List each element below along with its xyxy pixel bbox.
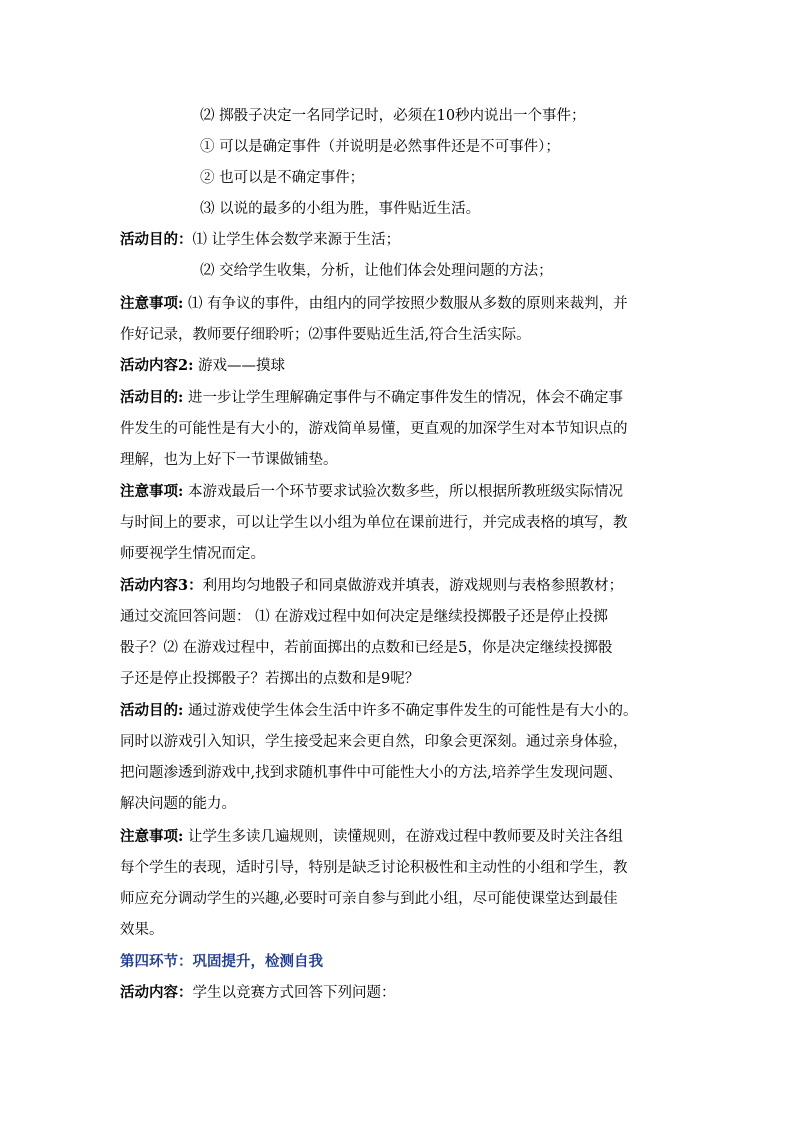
note-heading: 注意事项: 本游戏最后一个环节要求试验次数多些，所以根据所教班级实际情况 <box>120 483 623 500</box>
paragraph-line: ② 也可以是不确定事件； <box>200 170 365 186</box>
activity-content-heading: 活动内容2: 游戏——摸球 <box>120 357 286 374</box>
paragraph-line: 师要视学生情况而定。 <box>120 546 265 562</box>
paragraph-line: 师应充分调动学生的兴趣,必要时可亲自参与到此小组，尽可能使课堂达到最佳 <box>120 891 618 907</box>
section-heading: 第四环节：巩固提升，检测自我 <box>120 953 323 970</box>
paragraph-line: 同时以游戏引入知识，学生接受起来会更自然，印象会更深刻。通过亲身体验， <box>120 734 628 750</box>
paragraph-line: 通过交流回答问题： ⑴ 在游戏过程中如何决定是继续投掷骰子还是停止投掷 <box>120 609 608 625</box>
paragraph-line: 每个学生的表现，适时引导，特别是缺乏讨论积极性和主动性的小组和学生，教 <box>120 860 628 876</box>
paragraph-line: 件发生的可能性是有大小的，游戏简单易懂，更直观的加深学生对本节知识点的 <box>120 421 628 437</box>
note-heading: 注意事项: 让学生多读几遍规则，读懂规则，在游戏过程中教师要及时关注各组 <box>120 828 623 845</box>
activity-goal-heading: 活动目的: 进一步让学生理解确定事件与不确定事件发生的情况，体会不确定事 <box>120 389 623 406</box>
paragraph-line: 与时间上的要求，可以让学生以小组为单位在课前进行，并完成表格的填写，教 <box>120 515 628 531</box>
activity-content-heading: 活动内容：学生以竞赛方式回答下列问题： <box>120 984 396 1001</box>
paragraph-line: ⑵ 交给学生收集，分析，让他们体会处理问题的方法； <box>200 263 553 279</box>
note-heading: 注意事项: ⑴ 有争议的事件，由组内的同学按照少数服从多数的原则来裁判，并 <box>120 295 628 312</box>
paragraph-line: 作好记录，教师要仔细聆听；⑵事件要贴近生活,符合生活实际。 <box>120 327 531 343</box>
paragraph-line: 效果。 <box>120 922 164 938</box>
paragraph-line: ① 可以是确定事件（并说明是必然事件还是不可事件）； <box>200 139 560 155</box>
paragraph-line: ⑵ 掷骰子决定一名同学记时，必须在10秒内说出一个事件； <box>200 108 586 124</box>
paragraph-line: 子还是停止投掷骰子？若掷出的点数和是9呢？ <box>120 671 420 687</box>
paragraph-line: 把问题渗透到游戏中,找到求随机事件中可能性大小的方法,培养学生发现问题、 <box>120 765 623 781</box>
activity-goal-heading: 活动目的：⑴ 让学生体会数学来源于生活； <box>120 231 401 248</box>
activity-content-heading: 活动内容3：利用均匀地骰子和同桌做游戏并填表，游戏规则与表格参照教材； <box>120 577 624 594</box>
paragraph-line: 理解，也为上好下一节课做铺垫。 <box>120 452 338 468</box>
paragraph-line: ⑶ 以说的最多的小组为胜，事件贴近生活。 <box>200 201 481 217</box>
paragraph-line: 骰子？⑵ 在游戏过程中，若前面掷出的点数和已经是5，你是决定继续投掷骰 <box>120 640 613 656</box>
paragraph-line: 解决问题的能力。 <box>120 796 236 812</box>
activity-goal-heading: 活动目的: 通过游戏使学生体会生活中许多不确定事件发生的可能性是有大小的。 <box>120 702 638 719</box>
